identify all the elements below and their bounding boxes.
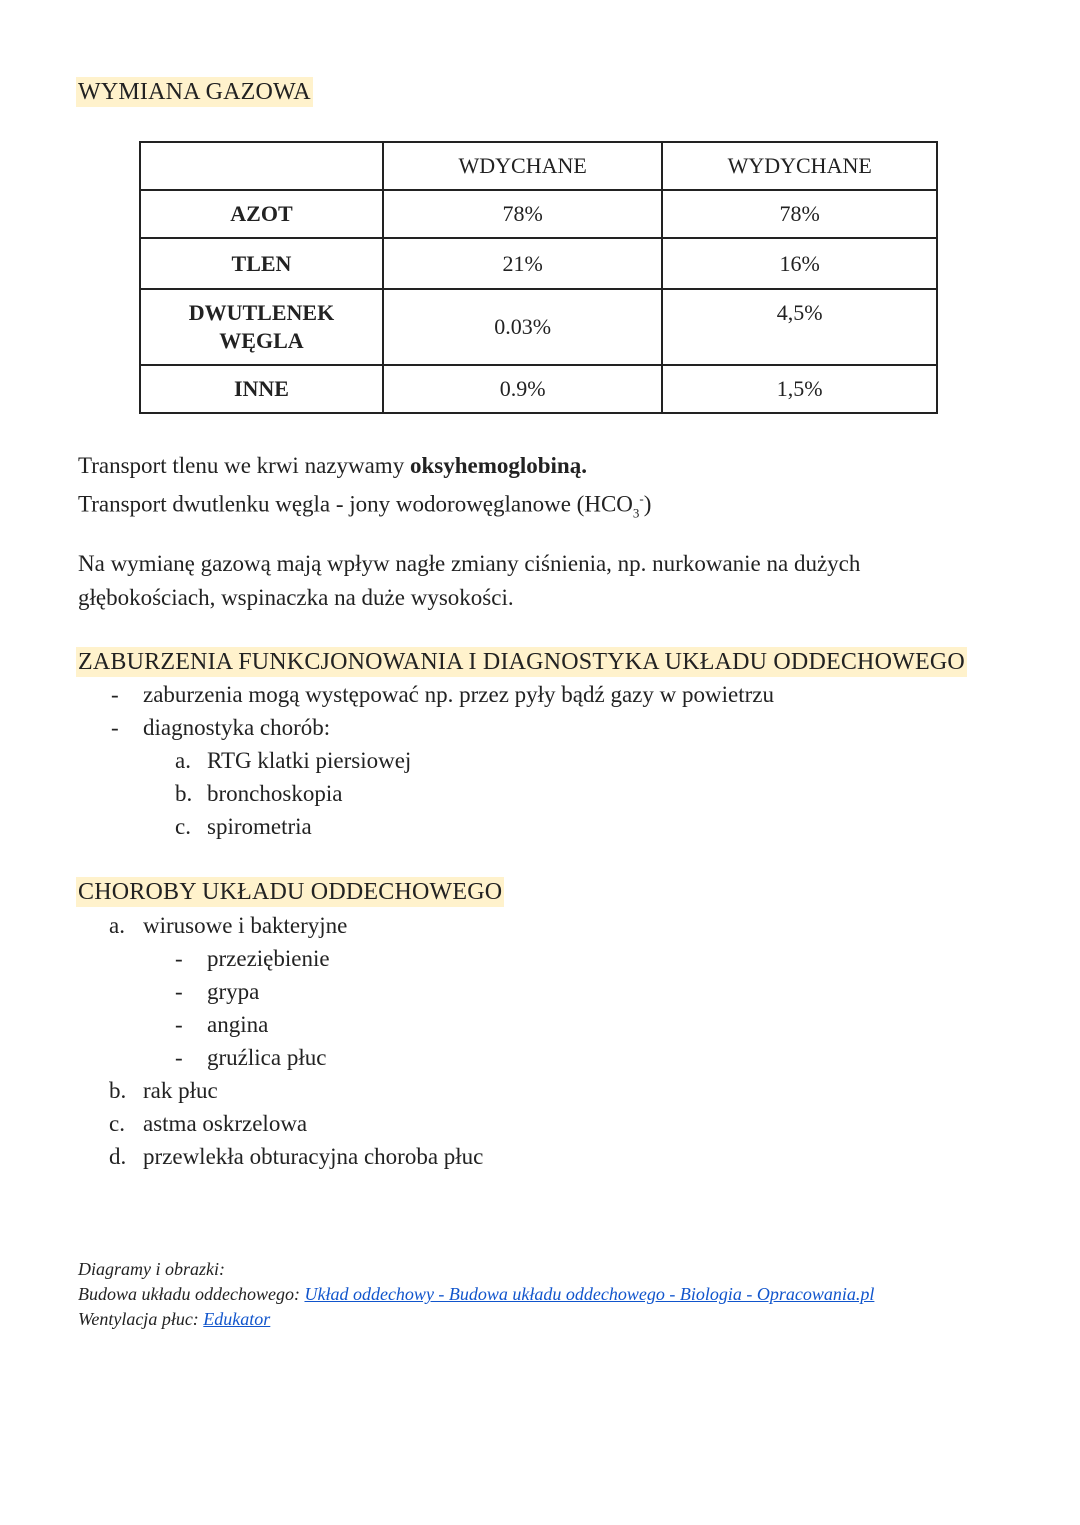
transport-oxygen-line xyxy=(78,449,587,482)
list-marker: a. xyxy=(175,748,191,773)
pressure-line-2: głębokościach, wspinaczka na duże wysokości. xyxy=(78,585,514,610)
footer-source-line xyxy=(78,1282,874,1307)
gas-exchange-table xyxy=(139,141,938,414)
table-cell: 4,5% xyxy=(662,289,937,365)
table-row xyxy=(140,190,937,238)
formula-subscript: 3 xyxy=(632,505,640,521)
list-item: wirusowe i bakteryjne xyxy=(143,913,348,938)
table-row xyxy=(140,365,937,413)
table-header-row xyxy=(140,142,937,190)
footer-source-label: Budowa układu oddechowego: xyxy=(78,1284,305,1304)
pressure-line-1: Na wymianę gazową mają wpływ nagłe zmiany ciśnienia, np. nurkowanie na dużych xyxy=(78,551,861,576)
transport-co2-line xyxy=(78,482,651,529)
list-item: astma oskrzelowa xyxy=(143,1111,308,1136)
list-item: rak płuc xyxy=(143,1078,218,1103)
table-row-label: TLEN xyxy=(140,238,383,289)
transport-oxygen-text: Transport tlenu we krwi nazywamy xyxy=(78,453,410,478)
list-item: RTG klatki piersiowej xyxy=(207,748,412,773)
section-title-gas-exchange: WYMIANA GAZOWA xyxy=(78,79,311,105)
table-row-label-line: WĘGLA xyxy=(219,328,304,353)
table-header-cell: WDYCHANE xyxy=(383,142,662,190)
table-cell: 1,5% xyxy=(662,365,937,413)
oxyhemoglobin-term: oksyhemoglobiną. xyxy=(409,453,587,478)
list-item: spirometria xyxy=(207,814,312,839)
table-cell: 0.03% xyxy=(383,289,662,365)
formula-close: ) xyxy=(643,491,652,517)
footer-source-line xyxy=(78,1307,270,1332)
table-cell: 78% xyxy=(383,190,662,238)
bullet-dash: - xyxy=(111,715,119,740)
list-item: grypa xyxy=(207,979,260,1004)
section-title-disorders: ZABURZENIA FUNKCJONOWANIA I DIAGNOSTYKA UKŁADU ODDECHOWEGO xyxy=(78,649,965,675)
list-item: gruźlica płuc xyxy=(207,1045,327,1070)
list-item: bronchoskopia xyxy=(207,781,343,806)
table-cell: 21% xyxy=(383,238,662,289)
table-row-label: AZOT xyxy=(140,190,383,238)
source-link-edukator[interactable]: Edukator xyxy=(203,1309,271,1329)
table-cell: 78% xyxy=(662,190,937,238)
list-marker: c. xyxy=(175,814,191,839)
bullet-dash: - xyxy=(111,682,119,707)
table-cell: 0.9% xyxy=(383,365,662,413)
table-header-cell: WYDYCHANE xyxy=(662,142,937,190)
list-marker: c. xyxy=(109,1111,125,1136)
footer-source-label: Wentylacja płuc: xyxy=(78,1309,204,1329)
table-row-label: INNE xyxy=(140,365,383,413)
list-item: zaburzenia mogą występować np. przez pyły bądź gazy w powietrzu xyxy=(143,682,774,707)
list-item: angina xyxy=(207,1012,269,1037)
bullet-dash: - xyxy=(175,1012,183,1037)
formula-superscript: - xyxy=(639,491,644,506)
list-item: diagnostyka chorób: xyxy=(143,715,331,740)
table-header-cell xyxy=(140,142,383,190)
bullet-dash: - xyxy=(175,979,183,1004)
table-row xyxy=(140,289,937,365)
list-marker: a. xyxy=(109,913,125,938)
source-link-respiratory[interactable]: Układ oddechowy - Budowa układu oddechowego - Biologia - Opracowania.pl xyxy=(304,1284,875,1304)
bullet-dash: - xyxy=(175,946,183,971)
table-row xyxy=(140,238,937,289)
bullet-dash: - xyxy=(175,1045,183,1070)
table-cell: 16% xyxy=(662,238,937,289)
section-title-diseases: CHOROBY UKŁADU ODDECHOWEGO xyxy=(78,879,503,905)
list-item: przewlekła obturacyjna choroba płuc xyxy=(143,1144,484,1169)
list-item: przeziębienie xyxy=(207,946,330,971)
footer-heading: Diagramy i obrazki: xyxy=(78,1259,225,1279)
transport-co2-text: Transport dwutlenku węgla - jony wodorowęglanowe (HCO xyxy=(78,491,633,517)
table-row-label-line: DWUTLENEK xyxy=(188,300,335,325)
list-marker: b. xyxy=(109,1078,127,1103)
list-marker: d. xyxy=(109,1144,127,1169)
table-row-label xyxy=(140,289,383,365)
list-marker: b. xyxy=(175,781,193,806)
